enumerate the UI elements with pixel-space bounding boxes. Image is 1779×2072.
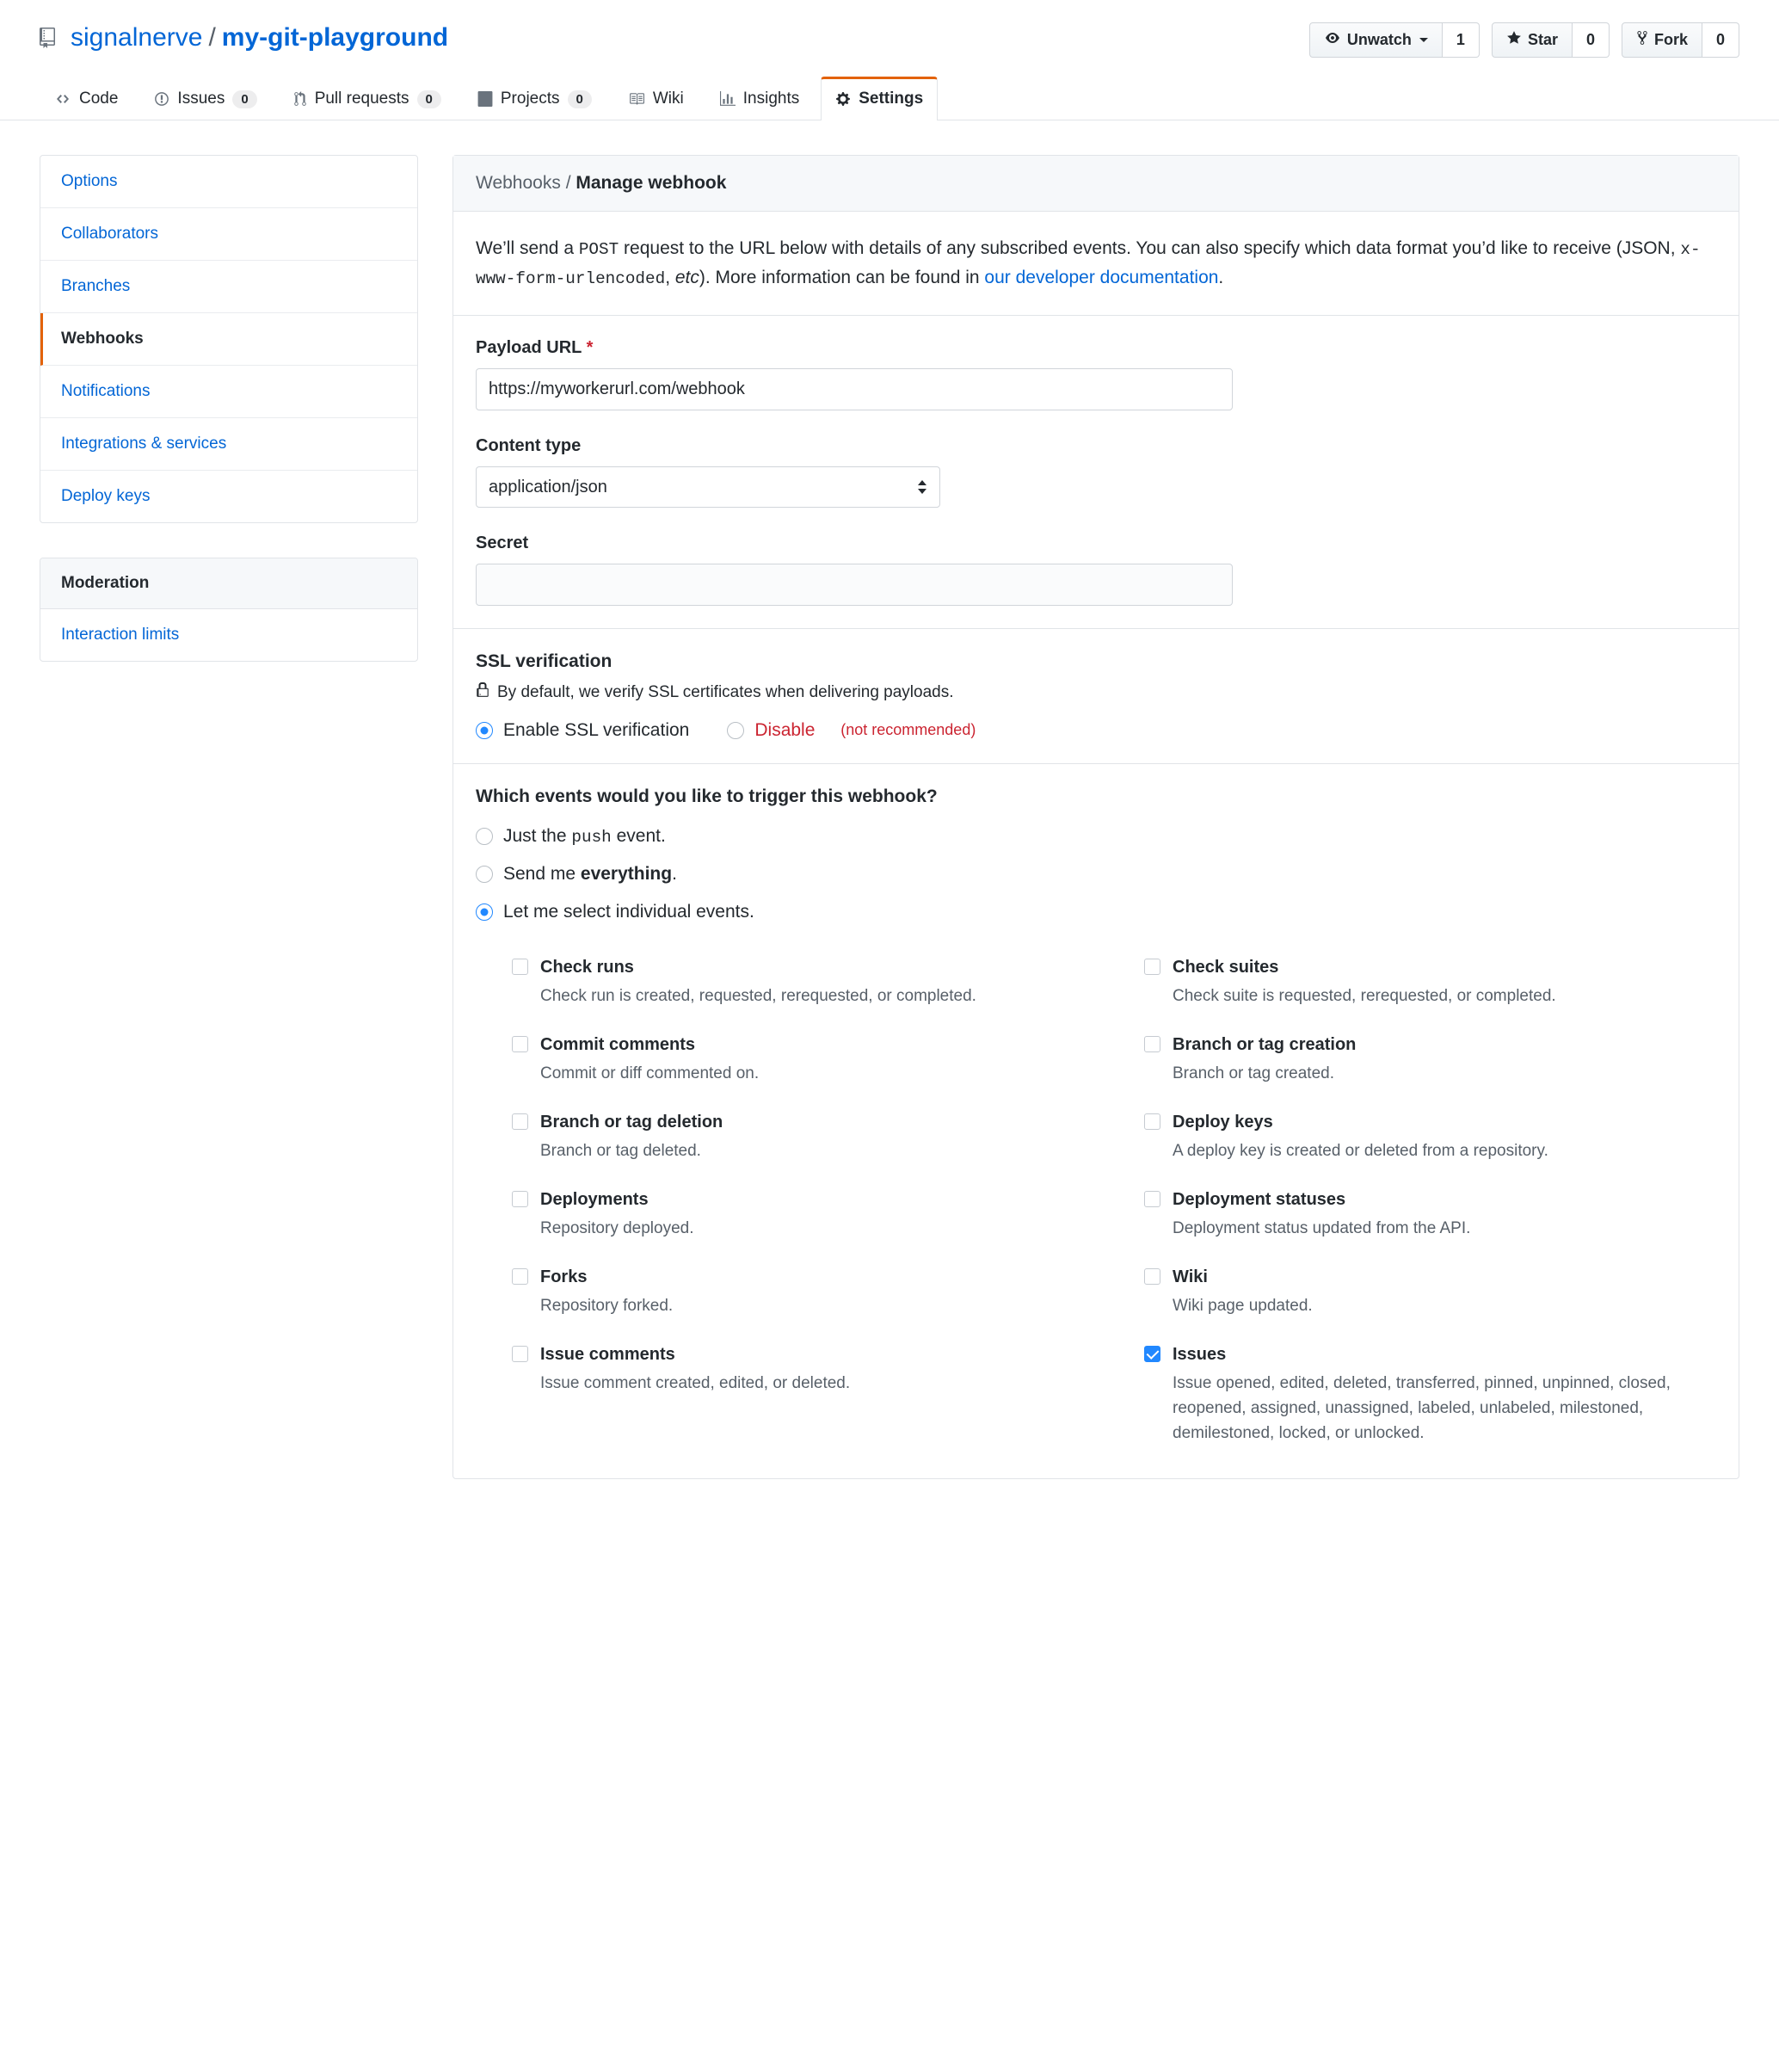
event-issues-name: Issues <box>1173 1344 1227 1364</box>
event-deploy-keys-desc: A deploy key is created or deleted from a repository. <box>1173 1141 1548 1160</box>
event-deploy-keys[interactable] <box>1144 1096 1716 1174</box>
issue-opened-icon <box>154 91 169 107</box>
event-commit-comments-name: Commit comments <box>540 1034 696 1054</box>
unwatch-label: Unwatch <box>1346 31 1412 48</box>
event-branch-or-tag-creation-desc: Branch or tag created. <box>1173 1064 1334 1082</box>
event-commit-comments[interactable] <box>512 1019 1084 1096</box>
ssl-radio-group <box>476 720 1716 741</box>
content-type-select[interactable] <box>476 466 940 508</box>
settings-menu <box>40 155 418 523</box>
repo-nav <box>0 77 1779 120</box>
tab-projects[interactable] <box>463 77 606 120</box>
tab-pull-requests[interactable] <box>279 77 456 120</box>
event-issue-comments[interactable] <box>512 1329 1084 1456</box>
events-choice-push-pre: Just the <box>503 825 572 846</box>
intro-part5: . <box>1218 267 1224 287</box>
event-wiki[interactable] <box>1144 1251 1716 1329</box>
star-count[interactable]: 0 <box>1573 22 1610 58</box>
fork-label: Fork <box>1653 31 1688 48</box>
intro-part1: We’ll send a <box>476 238 579 258</box>
ssl-enable-label: Enable SSL verification <box>503 719 690 740</box>
ssl-title: SSL verification <box>476 651 612 671</box>
content-type-label: Content type <box>476 435 582 455</box>
repo-header <box>0 0 1779 58</box>
event-check-runs-checkbox[interactable] <box>512 959 528 975</box>
eye-icon <box>1324 31 1341 49</box>
fork-button-group[interactable] <box>1622 22 1739 58</box>
moderation-menu <box>40 558 418 662</box>
event-issue-comments-desc: Issue comment created, edited, or deleted. <box>540 1373 851 1392</box>
star-label: Star <box>1527 31 1558 48</box>
events-choice-push-label <box>503 826 666 847</box>
chevron-down-icon <box>1419 38 1428 42</box>
unwatch-button[interactable] <box>1309 22 1443 58</box>
sidebar-item-webhooks[interactable]: Webhooks <box>40 313 417 366</box>
breadcrumb-parent[interactable]: Webhooks <box>476 173 561 193</box>
event-deployments-checkbox[interactable] <box>512 1191 528 1207</box>
event-deploy-keys-checkbox[interactable] <box>1144 1113 1160 1130</box>
star-button[interactable] <box>1492 22 1573 58</box>
lock-icon <box>476 682 489 703</box>
event-issues[interactable] <box>1144 1329 1716 1456</box>
code-icon <box>54 92 71 106</box>
tab-projects-label: Projects <box>500 89 560 108</box>
watch-button-group[interactable] <box>1309 22 1480 58</box>
event-check-suites-name: Check suites <box>1173 957 1279 977</box>
events-row <box>453 764 1739 1478</box>
events-choice-push-post: event. <box>611 825 666 846</box>
git-pull-request-icon <box>293 91 307 107</box>
event-branch-or-tag-deletion-checkbox[interactable] <box>512 1113 528 1130</box>
events-choice-everything-strong: everything <box>580 863 673 884</box>
tab-pull-requests-count: 0 <box>417 90 441 108</box>
watch-count[interactable]: 1 <box>1443 22 1480 58</box>
individual-events-grid <box>476 941 1716 1456</box>
event-branch-or-tag-deletion-desc: Branch or tag deleted. <box>540 1141 701 1160</box>
events-choice-everything-radio[interactable] <box>476 866 493 883</box>
tab-issues-count: 0 <box>232 90 256 108</box>
tab-wiki[interactable] <box>613 77 699 120</box>
sidebar-item-branches[interactable]: Branches <box>40 261 417 313</box>
events-choice-push-code: push <box>571 827 612 847</box>
repo-title <box>40 22 448 53</box>
content-type-field-group <box>476 436 1716 508</box>
repo-icon <box>40 28 60 48</box>
event-deploy-keys-name: Deploy keys <box>1173 1112 1273 1132</box>
sidebar-item-notifications[interactable]: Notifications <box>40 366 417 418</box>
intro-em-etc: etc <box>674 267 699 287</box>
webhook-form <box>452 155 1739 1479</box>
event-forks[interactable] <box>512 1251 1084 1329</box>
sidebar-item-deploy-keys[interactable]: Deploy keys <box>61 487 151 505</box>
intro-code-post: POST <box>578 240 619 259</box>
ssl-note <box>476 682 1716 703</box>
event-check-suites-desc: Check suite is requested, rerequested, or completed. <box>1173 986 1556 1005</box>
ssl-enable-radio[interactable] <box>476 722 493 739</box>
event-check-runs-name: Check runs <box>540 957 634 977</box>
tab-settings-label: Settings <box>859 89 924 108</box>
payload-url-input[interactable] <box>476 368 1233 410</box>
ssl-disable-label: Disable <box>754 719 816 740</box>
intro-part4: ). More information can be found in <box>699 267 985 287</box>
repo-actions <box>1309 22 1739 58</box>
secret-input[interactable] <box>476 564 1233 606</box>
webhook-fields-row <box>453 316 1739 629</box>
tab-issues-label: Issues <box>177 89 225 108</box>
event-branch-or-tag-creation-checkbox[interactable] <box>1144 1036 1160 1052</box>
events-choice-everything-post: . <box>672 863 677 884</box>
event-deployments-name: Deployments <box>540 1189 649 1209</box>
tab-insights[interactable] <box>705 77 814 120</box>
ssl-verification-row <box>453 629 1739 764</box>
event-check-suites-checkbox[interactable] <box>1144 959 1160 975</box>
sidebar-item-integrations-services[interactable]: Integrations & services <box>40 418 417 471</box>
tab-insights-label: Insights <box>742 89 800 108</box>
event-commit-comments-checkbox[interactable] <box>512 1036 528 1052</box>
manage-webhook-box <box>452 155 1739 1479</box>
repo-separator: / <box>208 23 216 52</box>
ssl-disable-note: (not recommended) <box>840 721 976 739</box>
tab-code[interactable] <box>40 77 132 120</box>
event-commit-comments-desc: Commit or diff commented on. <box>540 1064 760 1082</box>
tab-pull-requests-label: Pull requests <box>314 89 409 108</box>
intro-row <box>453 212 1739 316</box>
intro-code-urlencoded: x-www-form-urlencoded <box>476 240 1701 288</box>
breadcrumb-separator: / <box>565 173 571 193</box>
fork-button[interactable] <box>1622 22 1702 58</box>
events-choice-group <box>476 826 1716 922</box>
payload-url-field-group <box>476 338 1716 410</box>
tab-code-label: Code <box>79 89 119 108</box>
payload-url-label <box>476 338 1716 358</box>
event-deployment-statuses[interactable] <box>1144 1174 1716 1251</box>
events-choice-push[interactable] <box>476 826 1716 847</box>
event-branch-or-tag-creation-name: Branch or tag creation <box>1173 1034 1357 1054</box>
star-icon <box>1506 30 1522 50</box>
sidebar-item-collaborators[interactable]: Collaborators <box>40 208 417 261</box>
sidebar-item-options[interactable]: Options <box>40 156 417 208</box>
ssl-disable-radio[interactable] <box>727 722 744 739</box>
event-deployment-statuses-checkbox[interactable] <box>1144 1191 1160 1207</box>
settings-sidebar <box>40 155 418 662</box>
event-issue-comments-checkbox[interactable] <box>512 1346 528 1362</box>
gear-icon <box>835 91 851 107</box>
star-button-group[interactable] <box>1492 22 1610 58</box>
breadcrumb-current: Manage webhook <box>576 173 727 193</box>
events-choice-individual[interactable] <box>476 902 1716 922</box>
event-check-runs[interactable] <box>512 941 1084 1019</box>
moderation-heading: Moderation <box>40 558 417 609</box>
events-choice-everything-label <box>503 864 677 885</box>
settings-page <box>0 120 1779 1479</box>
secret-label: Secret <box>476 533 529 552</box>
event-forks-name: Forks <box>540 1267 588 1286</box>
events-choice-everything-pre: Send me <box>503 863 581 884</box>
events-choice-push-radio[interactable] <box>476 828 493 845</box>
tab-issues[interactable] <box>139 77 271 120</box>
event-wiki-name: Wiki <box>1173 1267 1208 1286</box>
event-forks-desc: Repository forked. <box>540 1296 674 1315</box>
events-choice-individual-label: Let me select individual events. <box>503 901 754 922</box>
event-branch-or-tag-deletion[interactable] <box>512 1096 1084 1174</box>
event-check-suites[interactable] <box>1144 941 1716 1019</box>
repo-owner-link[interactable]: signalnerve <box>71 23 203 52</box>
tab-settings[interactable] <box>821 77 938 120</box>
graph-icon <box>720 91 736 107</box>
secret-field-group <box>476 533 1716 606</box>
event-forks-checkbox[interactable] <box>512 1268 528 1285</box>
ssl-enable-option[interactable] <box>476 720 689 741</box>
ssl-disable-option[interactable] <box>727 720 976 741</box>
intro-part3: , <box>665 267 675 287</box>
event-branch-or-tag-deletion-name: Branch or tag deletion <box>540 1112 723 1132</box>
intro-part2: request to the URL below with details of any subscribed events. You can also specify which data format you’d like to receive (JSON, <box>619 238 1681 258</box>
event-branch-or-tag-creation[interactable] <box>1144 1019 1716 1096</box>
breadcrumb <box>453 156 1739 212</box>
event-issues-desc: Issue opened, edited, deleted, transferred, pinned, unpinned, closed, reopened, assigned, unassigned, labeled, unlabeled, milestoned, demilestoned, locked, or unlocked. <box>1173 1373 1671 1442</box>
tab-wiki-label: Wiki <box>652 89 684 108</box>
intro-text <box>476 234 1716 293</box>
fork-icon <box>1636 30 1648 50</box>
event-wiki-desc: Wiki page updated. <box>1173 1296 1313 1315</box>
event-wiki-checkbox[interactable] <box>1144 1268 1160 1285</box>
event-issue-comments-name: Issue comments <box>540 1344 675 1364</box>
events-question: Which events would you like to trigger this webhook? <box>476 786 938 806</box>
payload-url-required-mark: * <box>586 337 594 357</box>
payload-url-label-text: Payload URL <box>476 337 582 357</box>
event-deployments-desc: Repository deployed. <box>540 1218 694 1237</box>
book-icon <box>628 91 645 107</box>
developer-documentation-link[interactable]: our developer documentation <box>984 267 1219 287</box>
events-choice-individual-radio[interactable] <box>476 903 493 921</box>
ssl-note-text: By default, we verify SSL certificates when delivering payloads. <box>497 682 954 701</box>
event-deployment-statuses-name: Deployment statuses <box>1173 1189 1346 1209</box>
event-deployments[interactable] <box>512 1174 1084 1251</box>
fork-count[interactable]: 0 <box>1702 22 1739 58</box>
event-check-runs-desc: Check run is created, requested, rerequested, or completed. <box>540 986 976 1005</box>
event-deployment-statuses-desc: Deployment status updated from the API. <box>1173 1218 1471 1237</box>
project-icon <box>477 91 493 107</box>
repo-name-link[interactable]: my-git-playground <box>221 23 449 52</box>
event-issues-checkbox[interactable] <box>1144 1346 1160 1362</box>
events-choice-everything[interactable] <box>476 864 1716 885</box>
sidebar-item-interaction-limits[interactable]: Interaction limits <box>61 626 180 644</box>
tab-projects-count: 0 <box>568 90 592 108</box>
